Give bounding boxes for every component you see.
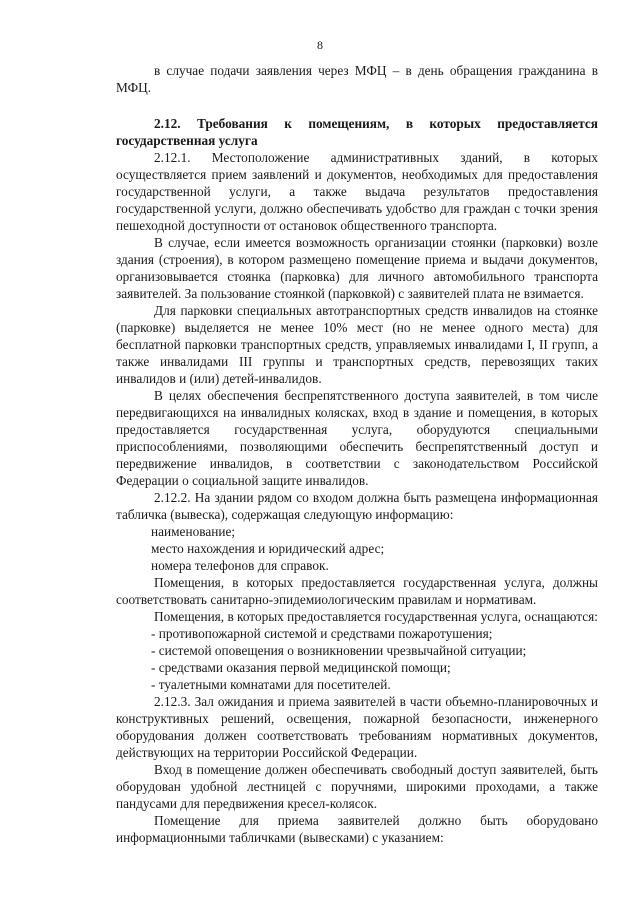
document-body xyxy=(116,62,598,846)
equipment-item-alert: - системой оповещения о возникновении чрезвычайной ситуации; xyxy=(151,643,527,658)
paragraph-parking: В случае, если имеется возможность организации стоянки (парковки) возле здания (строения), в котором размещено помещение приема и выдачи документов, организовывается стоянка (парковка) для личного автомобильного транспорта заявителей. За пользование стоянкой (парковкой) с заявителей плата не взимается. xyxy=(116,235,598,301)
equipment-item-first-aid: - средствами оказания первой медицинской помощи; xyxy=(151,660,451,675)
paragraph-disabled-parking: Для парковки специальных автотранспортных средств инвалидов на стоянке (парковке) выделяется не менее 10% мест (но не менее одного места) для бесплатной парковки транспортных средств, управляемых инвалидами I, II групп, а также инвалидами III группы и транспортных средств, перевозящих таких инвалидов и (или) детей-инвалидов. xyxy=(116,303,598,386)
paragraph-accessibility: В целях обеспечения беспрепятственного доступа заявителей, в том числе передвигающихся на инвалидных колясках, вход в здание и помещения, в которых предоставляется государственная услуга, оборудуются специальными приспособлениями, позволяющими обеспечить беспрепятственный доступ и передвижение инвалидов, в соответствии с законодательством Российской Федерации о социальной защите инвалидов. xyxy=(116,388,598,488)
spacer xyxy=(116,96,598,115)
paragraph-equipped: Помещения, в которых предоставляется государственная услуга, оснащаются: xyxy=(154,609,598,624)
page-number: 8 xyxy=(317,38,323,52)
equipment-item-fire: - противопожарной системой и средствами пожаротушения; xyxy=(151,626,493,641)
paragraph-entrance: Вход в помещение должен обеспечивать свободный доступ заявителей, быть оборудован удобной лестницей с поручнями, широкими проходами, а также пандусами для передвижения кресел-колясок. xyxy=(116,762,598,811)
sign-item-phones: номера телефонов для справок. xyxy=(151,558,329,573)
equipment-item-toilets: - туалетными комнатами для посетителей. xyxy=(151,677,391,692)
paragraph-location: 2.12.1. Местоположение административных зданий, в которых осуществляется прием заявлений и документов, необходимых для предоставления государственной услуги, а также выдача результатов предоставления государственной услуги, должно обеспечивать удобство для граждан с точки зрения пешеходной доступности от остановок общественного транспорта. xyxy=(116,150,598,233)
section-heading: 2.12. Требования к помещениям, в которых предоставляется государственная услуга xyxy=(116,116,598,148)
sign-item-address: место нахождения и юридический адрес; xyxy=(151,541,385,556)
paragraph-sanitary: Помещения, в которых предоставляется государственная услуга, должны соответствовать санитарно-эпидемиологическим правилам и нормативам. xyxy=(116,575,598,607)
sign-item-name: наименование; xyxy=(151,524,236,539)
intro-line: в случае подачи заявления через МФЦ – в день обращения гражданина в xyxy=(154,63,598,78)
paragraph-info-sign: 2.12.2. На здании рядом со входом должна быть размещена информационная табличка (вывеска), содержащая следующую информацию: xyxy=(116,490,598,522)
intro-line-end: МФЦ. xyxy=(116,80,152,95)
paragraph-signage: Помещение для приема заявителей должно быть оборудовано информационными табличками (вывесками) с указанием: xyxy=(116,813,598,845)
paragraph-waiting-hall: 2.12.3. Зал ожидания и приема заявителей в части объемно-планировочных и конструктивных решений, освещения, пожарной безопасности, инженерного оборудования должен соответствовать требованиям нормативных документов, действующих на территории Российской Федерации. xyxy=(116,694,598,760)
